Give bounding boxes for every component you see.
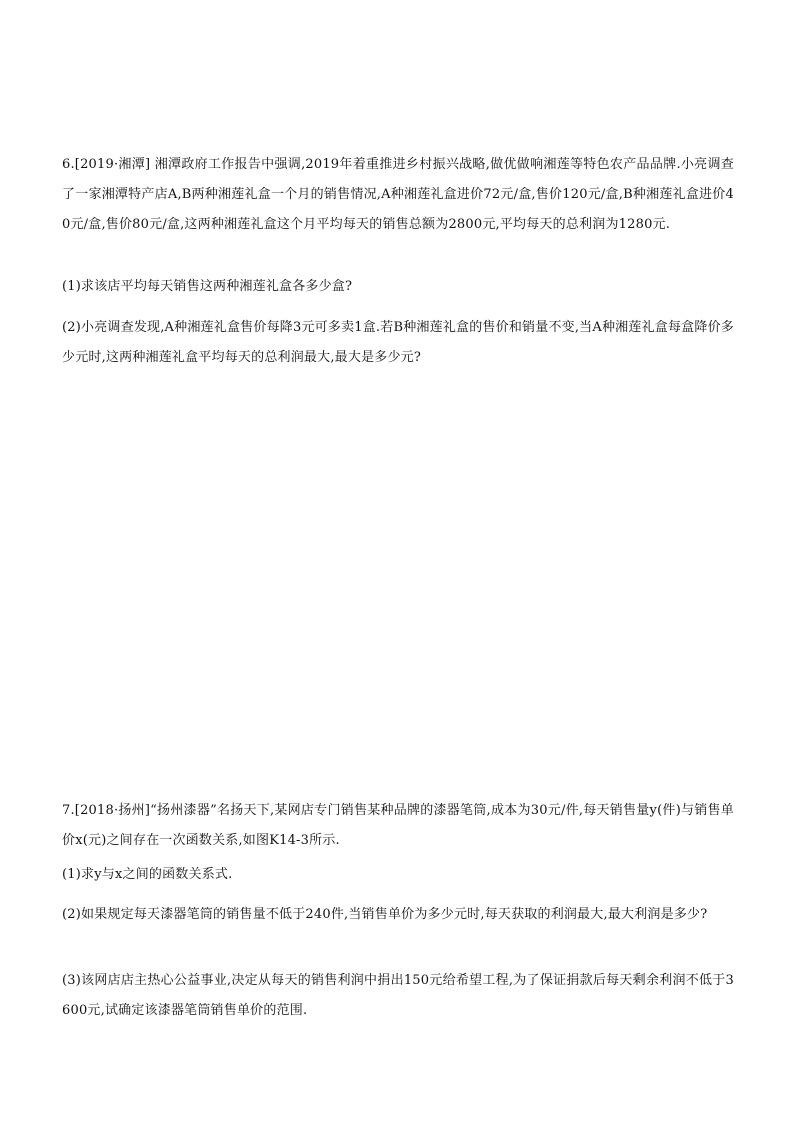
question-7-part-2 — [62, 900, 734, 930]
question-7-stem — [62, 796, 734, 856]
question-7-part-1-text: (1)求y与x之间的函数关系式. — [62, 867, 233, 882]
question-7-part-2-text: (2)如果规定每天漆器笔筒的销售量不低于240件,当销售单价为多少元时,每天获取的利润最大,最大利润是多少? — [62, 907, 708, 922]
question-7-part-1 — [62, 860, 734, 890]
question-7-part-3 — [62, 966, 734, 1026]
question-6-part-2 — [62, 313, 734, 373]
question-6-stem-text: 6.[2019·湘潭] 湘潭政府工作报告中强调,2019年着重推进乡村振兴战略,做优做响湘莲等特色农产品品牌.小亮调查了一家湘潭特产店A,B两种湘莲礼盒一个月的销售情况,A种湘莲礼盒进价72元/盒,售价120元/盒,B种湘莲礼盒进价40元/盒,售价80元/盒,这两种湘莲礼盒这个月平均每天的销售总额为2800元,平均每天的总利润为1280元. — [62, 157, 734, 232]
question-6-part-1 — [62, 272, 734, 302]
question-6-part-1-text: (1)求该店平均每天销售这两种湘莲礼盒各多少盒? — [62, 279, 353, 294]
question-7-stem-text: 7.[2018·扬州]“扬州漆器”名扬天下,某网店专门销售某种品牌的漆器笔筒,成本为30元/件,每天销售量y(件)与销售单价x(元)之间存在一次函数关系,如图K14-3所示. — [62, 803, 734, 848]
question-6-part-2-text: (2)小亮调查发现,A种湘莲礼盒售价每降3元可多卖1盒.若B种湘莲礼盒的售价和销量不变,当A种湘莲礼盒每盒降价多少元时,这两种湘莲礼盒平均每天的总利润最大,最大是多少元? — [62, 320, 734, 365]
question-6-stem — [62, 150, 734, 240]
question-7-part-3-text: (3)该网店店主热心公益事业,决定从每天的销售利润中捐出150元给希望工程,为了保证捐款后每天剩余利润不低于3600元,试确定该漆器笔筒销售单价的范围. — [62, 973, 734, 1018]
